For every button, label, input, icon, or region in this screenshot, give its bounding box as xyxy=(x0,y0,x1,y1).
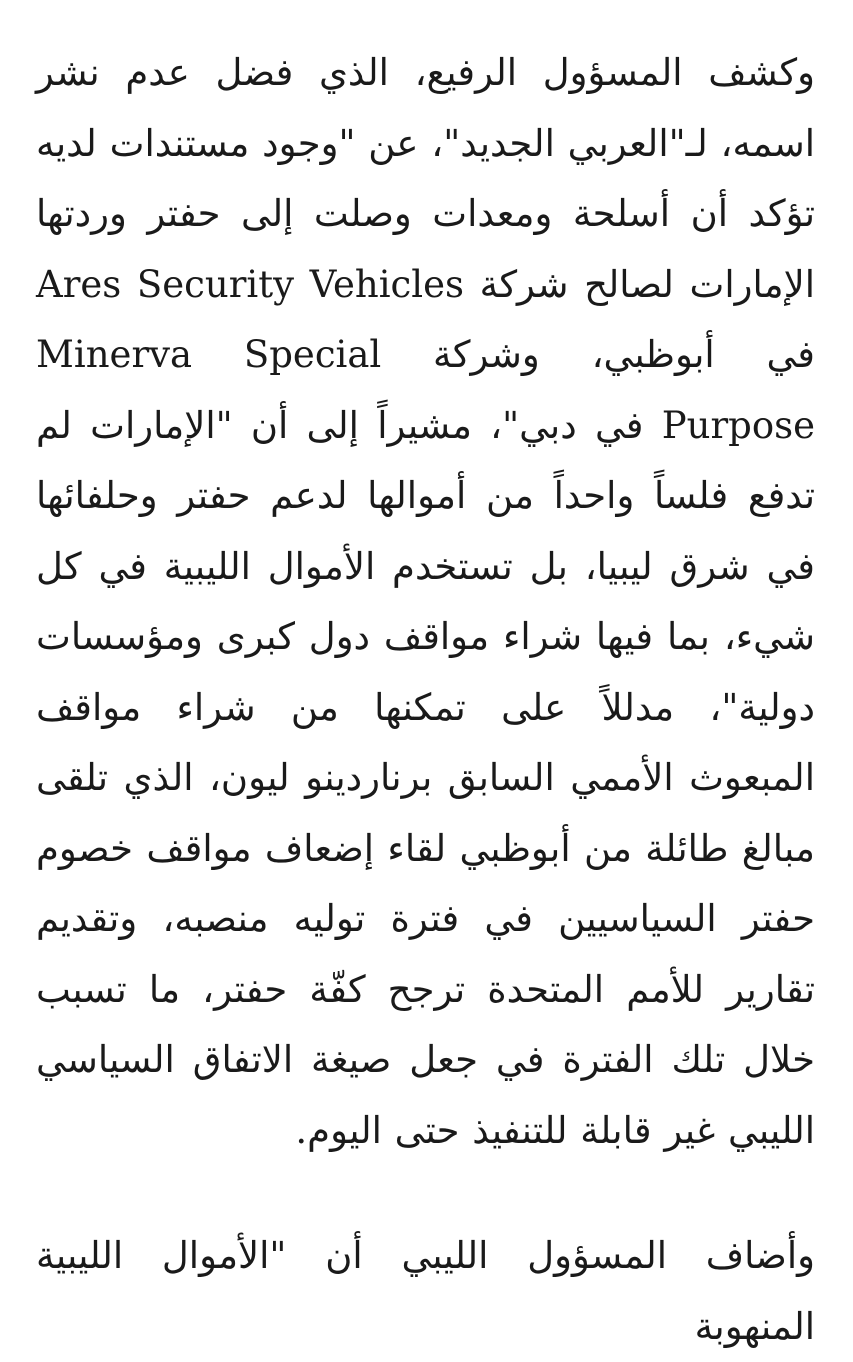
article-paragraph-1: وكشف المسؤول الرفيع، الذي فضل عدم نشر اسمه، لـ"العربي الجديد"، عن "وجود مستندات لديه تؤكد أن أسلحة ومعدات وصلت إلى حفتر وردتها الإمارات لصالح شركة Ares Security Vehicles في أبوظبي، وشركة Minerva Special Purpose في دبي"، مشيراً إلى أن "الإمارات لم تدفع فلساً واحداً من أموالها لدعم حفتر وحلفائها في شرق ليبيا، بل تستخدم الأموال الليبية في كل شيء، بما فيها شراء مواقف دول كبرى ومؤسسات دولية"، مدللاً على تمكنها من شراء مواقف المبعوث الأممي السابق برناردينو ليون، الذي تلقى مبالغ طائلة من أبوظبي لقاء إضعاف مواقف خصوم حفتر السياسيين في فترة توليه منصبه، وتقديم تقارير للأمم المتحدة ترجح كفّة حفتر، ما تسبب خلال تلك الفترة في جعل صيغة الاتفاق السياسي الليبي غير قابلة للتنفيذ حتى اليوم. xyxy=(36,51,815,1152)
article-paragraph-2: وأضاف المسؤول الليبي أن "الأموال الليبية المنهوبة xyxy=(36,1234,815,1348)
